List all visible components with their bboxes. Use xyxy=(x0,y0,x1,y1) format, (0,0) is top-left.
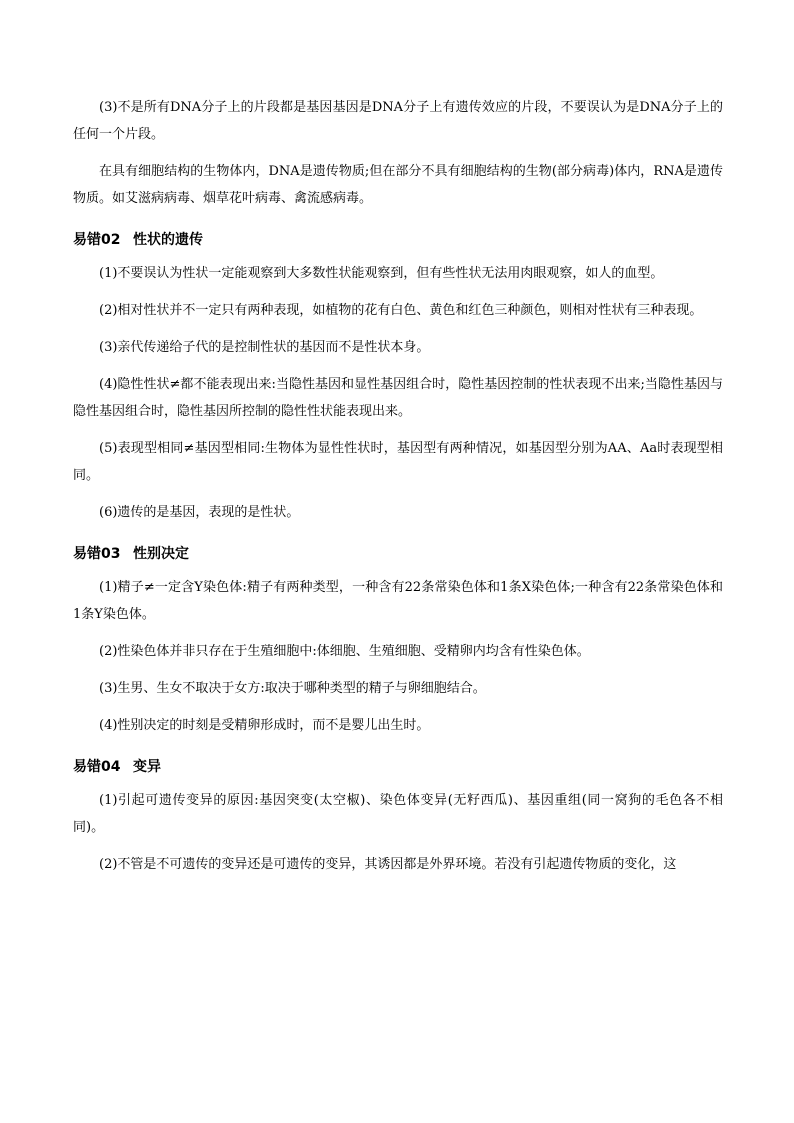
section-heading xyxy=(73,753,723,781)
list-item: (4)性别决定的时刻是受精卵形成时，而不是婴儿出生时。 xyxy=(99,718,430,733)
section-variation xyxy=(73,753,723,878)
section-heading xyxy=(73,540,723,568)
list-item: (5)表现型相同≠基因型相同:生物体为显性性状时，基因型有两种情况，如基因型分别为AA、Aa时表现型相同。 xyxy=(73,441,723,483)
section-title: 性状的遗传 xyxy=(133,232,203,248)
list-item: (3)生男、生女不取决于女方:取决于哪种类型的精子与卵细胞结合。 xyxy=(99,681,486,696)
list-item: (6)遗传的是基因，表现的是性状。 xyxy=(99,505,300,520)
section-label: 易错03 xyxy=(73,546,121,562)
section-title: 变异 xyxy=(133,759,161,775)
section-sex-determination xyxy=(73,540,723,739)
list-item: (4)隐性性状≠都不能表现出来:当隐性基因和显性基因组合时，隐性基因控制的性状表现不出来;当隐性基因与隐性基因组合时，隐性基因所控制的隐性性状能表现出来。 xyxy=(73,377,723,419)
section-label: 易错04 xyxy=(73,759,121,775)
intro-paragraph-1: (3)不是所有DNA分子上的片段都是基因基因是DNA分子上有遗传效应的片段，不要误认为是DNA分子上的任何一个片段。 xyxy=(73,100,723,142)
list-item: (1)引起可遗传变异的原因:基因突变(太空椒)、染色体变异(无籽西瓜)、基因重组(同一窝狗的毛色各不相同)。 xyxy=(73,793,723,835)
list-item: (3)亲代传递给子代的是控制性状的基因而不是性状本身。 xyxy=(99,340,430,355)
list-item: (2)性染色体并非只存在于生殖细胞中:体细胞、生殖细胞、受精卵内均含有性染色体。 xyxy=(99,644,590,659)
section-title: 性别决定 xyxy=(133,546,189,562)
list-item: (1)不要误认为性状一定能观察到大多数性状能观察到，但有些性状无法用肉眼观察，如人的血型。 xyxy=(99,266,664,281)
document-page xyxy=(73,94,723,878)
intro-paragraph-2: 在具有细胞结构的生物体内，DNA是遗传物质;但在部分不具有细胞结构的生物(部分病毒)体内，RNA是遗传物质。如艾滋病病毒、烟草花叶病毒、禽流感病毒。 xyxy=(73,164,723,206)
section-trait-inheritance xyxy=(73,226,723,526)
section-heading xyxy=(73,226,723,254)
list-item: (2)相对性状并不一定只有两种表现，如植物的花有白色、黄色和红色三种颜色，则相对性状有三种表现。 xyxy=(99,303,703,318)
list-item: (1)精子≠一定含Y染色体:精子有两种类型，一种含有22条常染色体和1条X染色体;一种含有22条常染色体和1条Y染色体。 xyxy=(73,580,723,622)
list-item: (2)不管是不可遗传的变异还是可遗传的变异，其诱因都是外界环境。若没有引起遗传物质的变化，这 xyxy=(99,857,677,872)
section-label: 易错02 xyxy=(73,232,121,248)
